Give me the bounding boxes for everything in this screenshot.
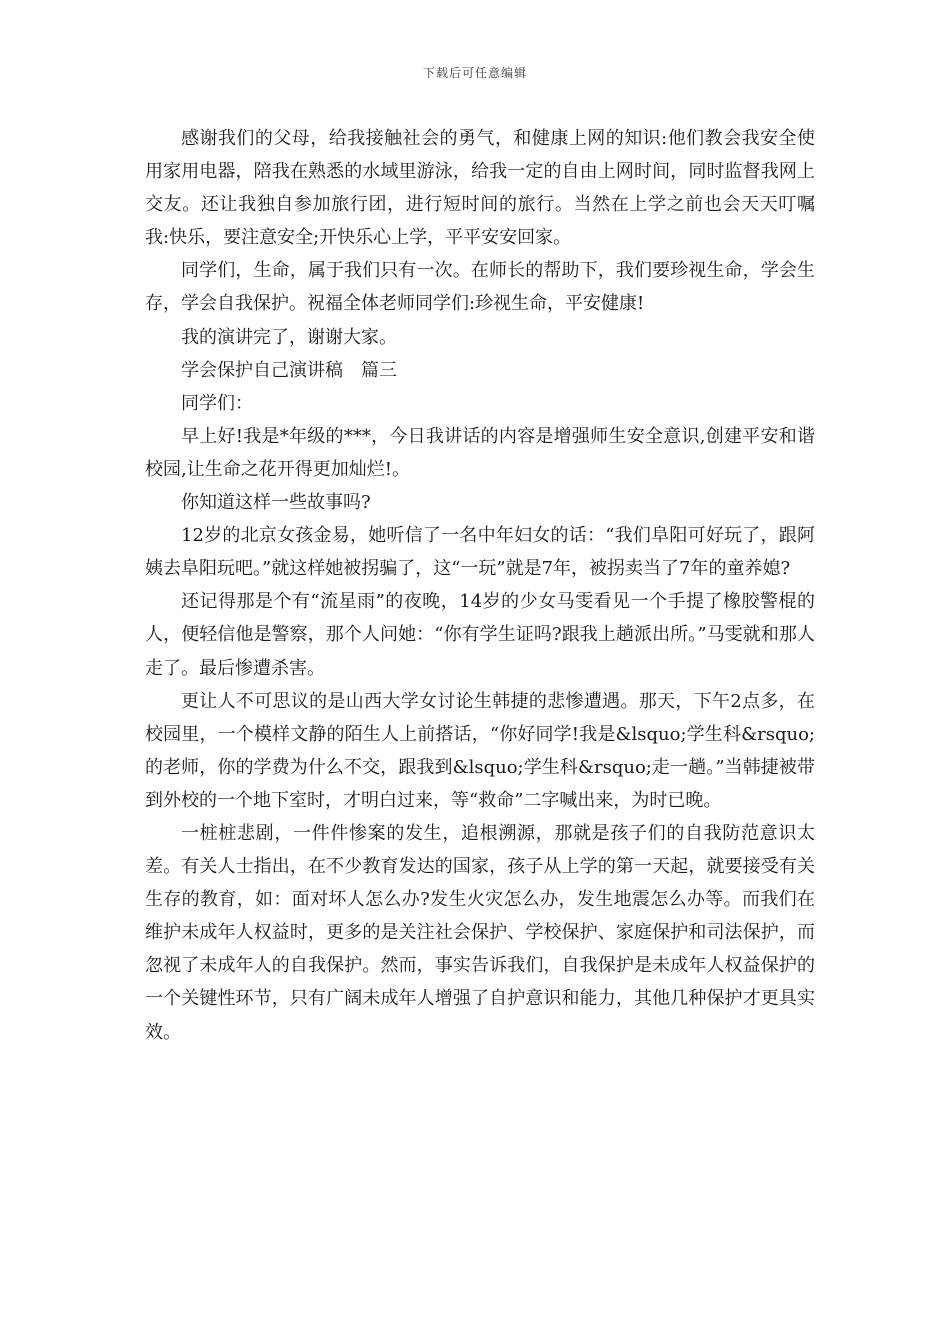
paragraph-story-hanjie: 更让人不可思议的是山西大学女讨论生韩捷的悲惨遭遇。那天，下午2点多，在校园里，一个模样文静的陌生人上前搭话，“你好同学!我是&lsquo;学生科&rsquo;的老师，你的学费为什么不交，跟我到&lsquo;学生科&rsquo;走一趟。”当韩捷被带到外校的一个地下室时，才明白过来，等“救命”二字喊出来，为时已晚。 xyxy=(145,690,815,811)
paragraph-salutation: 同学们： xyxy=(181,392,253,414)
section-title: 学会保护自己演讲稿 篇三 xyxy=(181,359,397,381)
paragraph-story-mawen: 还记得那是个有“流星雨”的夜晚，14岁的少女马雯看见一个手提了橡胶警棍的人，便轻信他是警察，那个人问她：“你有学生证吗?跟我上趟派出所。”马雯就和那人走了。最后惨遭杀害。 xyxy=(145,591,815,679)
page-header: 下载后可任意编辑 xyxy=(422,66,527,80)
document-body xyxy=(145,122,815,1049)
paragraph-speech-end: 我的演讲完了，谢谢大家。 xyxy=(181,326,397,348)
paragraph-self-protection: 一桩桩悲剧，一件件惨案的发生，追根溯源，那就是孩子们的自我防范意识太差。有关人士指出，在不少教育发达的国家，孩子从上学的第一天起，就要接受有关生存的教育，如：面对坏人怎么办?发生火灾怎么办，发生地震怎么办等。而我们在维护未成年人权益时，更多的是关注社会保护、学校保护、家庭保护和司法保护，而忽视了未成年人的自我保护。然而，事实告诉我们，自我保护是未成年人权益保护的一个关键性环节，只有广阔未成年人增强了自护意识和能力，其他几种保护才更具实效。 xyxy=(145,822,815,1043)
paragraph-thanks-parents: 感谢我们的父母，给我接触社会的勇气，和健康上网的知识:他们教会我安全使用家用电器，陪我在熟悉的水域里游泳，给我一定的自由上网时间，同时监督我网上交友。还让我独自参加旅行团，进行短时间的旅行。当然在上学之前也会天天叮嘱我:快乐，要注意安全;开快乐心上学，平平安安回家。 xyxy=(145,128,815,249)
paragraph-story-jinyi: 12岁的北京女孩金易，她听信了一名中年妇女的话：“我们阜阳可好玩了，跟阿姨去阜阳玩吧。”就这样她被拐骗了，这“一玩”就是7年，被拐卖当了7年的童养媳? xyxy=(145,525,815,580)
paragraph-greeting: 早上好!我是*年级的***，今日我讲话的内容是增强师生安全意识,创建平安和谐校园,让生命之花开得更加灿烂!。 xyxy=(145,425,815,480)
paragraph-cherish-life: 同学们，生命，属于我们只有一次。在师长的帮助下，我们要珍视生命，学会生存，学会自我保护。祝福全体老师同学们:珍视生命，平安健康! xyxy=(145,260,815,315)
paragraph-question: 你知道这样一些故事吗? xyxy=(181,492,371,514)
